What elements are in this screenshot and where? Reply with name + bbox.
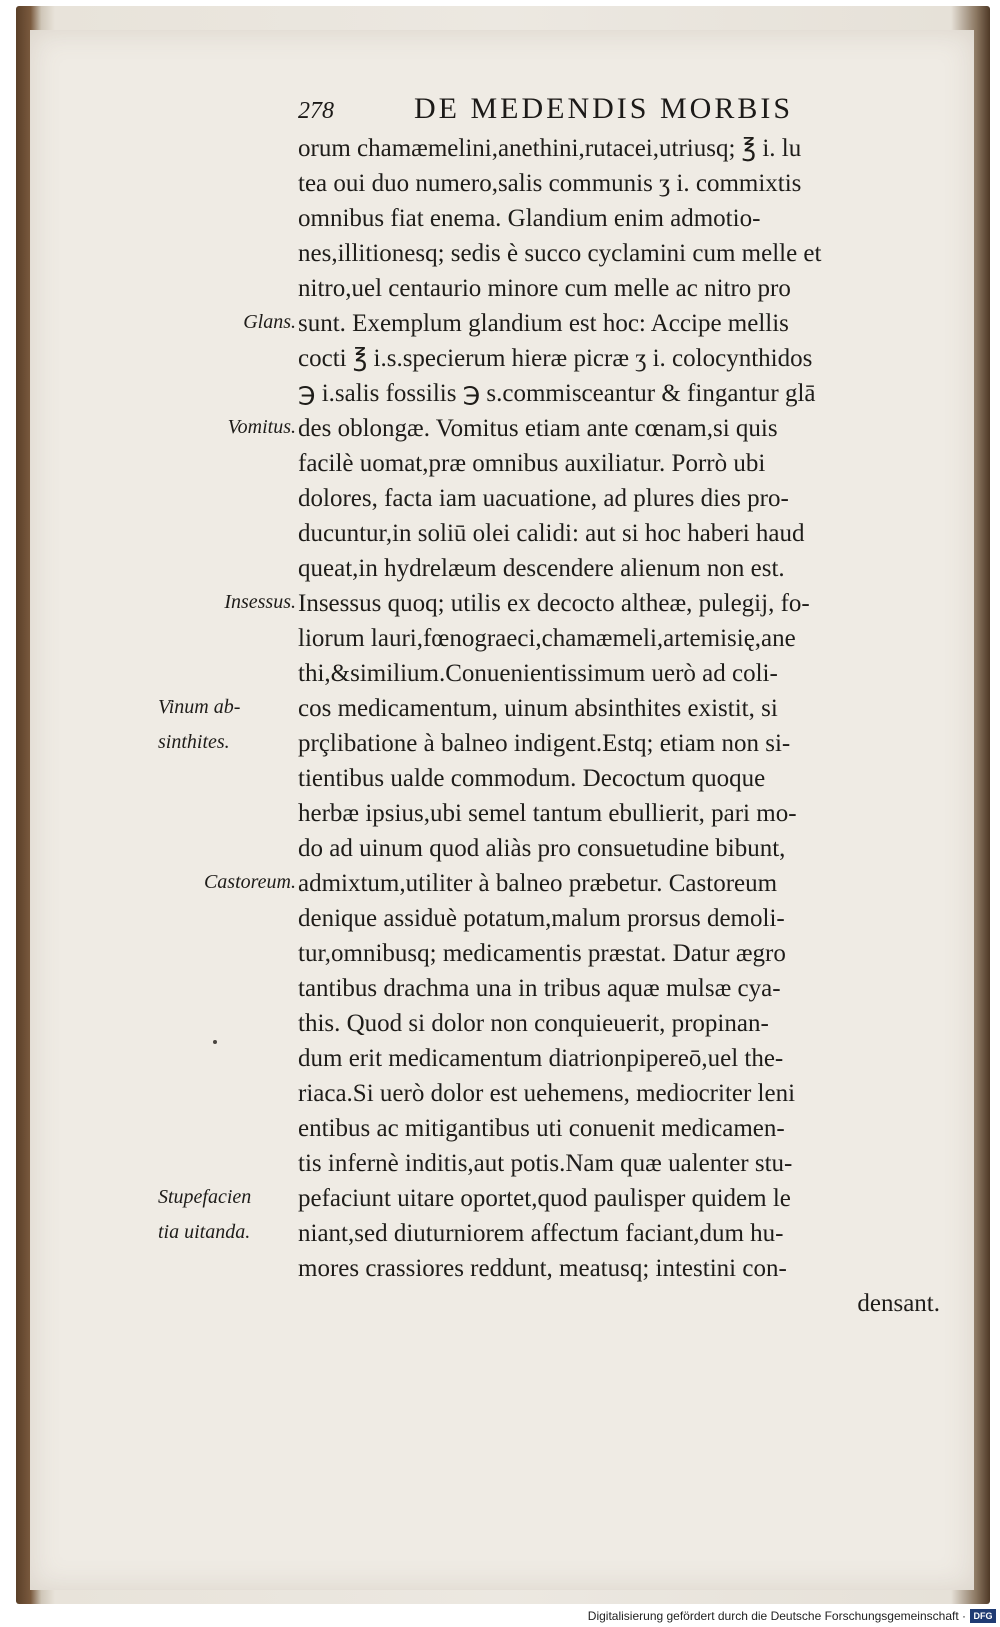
funding-credit: Digitalisierung gefördert durch die Deutsche Forschungsgemeinschaft · — [587, 1609, 966, 1623]
dfg-logo: DFG — [970, 1609, 996, 1623]
text-line: Insessus quoq; utilis ex decocto altheæ, pulegij, fo- — [298, 590, 810, 617]
text-line: niant,sed diuturniorem affectum faciant,dum hu- — [298, 1220, 784, 1247]
text-line: dum erit medicamentum diatrionpipereō,uel the- — [298, 1045, 784, 1072]
marginal-note: Insessus. — [224, 591, 296, 613]
main-text-block — [298, 131, 940, 1321]
text-line: tur,omnibusq; medicamentis præstat. Datur ægro — [298, 940, 786, 967]
text-line: mores crassiores reddunt, meatusq; intestini con- — [298, 1255, 787, 1282]
text-line: herbæ ipsius,ubi semel tantum ebullierit, pari mo- — [298, 800, 797, 827]
ink-speck — [213, 1040, 217, 1044]
page-number: 278 — [298, 98, 334, 124]
digitization-footer — [0, 1607, 1000, 1627]
text-line: sunt. Exemplum glandium est hoc: Accipe mellis — [298, 310, 789, 337]
text-line: pefaciunt uitare oportet,quod paulisper quidem le — [298, 1185, 791, 1212]
marginal-note: Castoreum. — [203, 871, 296, 893]
text-line: ℈ i.salis fossilis ℈ s.commisceantur & fingantur glā — [298, 380, 816, 407]
text-line: des oblongæ. Vomitus etiam ante cœnam,si quis — [298, 415, 778, 442]
marginal-note: sinthites. — [158, 731, 230, 753]
text-line: ducuntur,in soliū olei calidi: aut si hoc haberi haud — [298, 520, 805, 547]
text-line: omnibus fiat enema. Glandium enim admotio- — [298, 205, 761, 232]
text-line: denique assiduè potatum,malum prorsus demoli- — [298, 905, 785, 932]
text-line-final: densant. — [857, 1290, 940, 1317]
text-line: admixtum,utiliter à balneo præbetur. Castoreum — [298, 870, 778, 897]
marginal-note: Glans. — [243, 311, 296, 333]
marginal-note: tia uitanda. — [158, 1221, 251, 1243]
text-line: tis infernè inditis,aut potis.Nam quæ ualenter stu- — [298, 1150, 793, 1177]
text-line: liorum lauri,fœnograeci,chamæmeli,artemisię,ane — [298, 625, 796, 652]
text-line: tea oui duo numero,salis communis ʒ i. commixtis — [298, 170, 802, 197]
text-line: nitro,uel centaurio minore cum melle ac nitro pro — [298, 275, 791, 302]
marginal-note: Vomitus. — [227, 416, 296, 438]
text-line: orum chamæmelini,anethini,rutacei,utriusq; ℥ i. lu — [298, 135, 802, 162]
running-head: DE MEDENDIS MORBIS — [414, 92, 794, 125]
text-line: prçlibatione à balneo indigent.Estq; etiam non si- — [298, 730, 791, 757]
text-line: nes,illitionesq; sedis è succo cyclamini cum melle et — [298, 240, 822, 267]
text-line: this. Quod si dolor non conquieuerit, propinan- — [298, 1010, 769, 1037]
page-header — [0, 92, 1000, 132]
text-line: tantibus drachma una in tribus aquæ mulsæ cya- — [298, 975, 781, 1002]
text-line: riaca.Si uerò dolor est uehemens, mediocriter leni — [298, 1080, 796, 1107]
text-line: queat,in hydrelæum descendere alienum non est. — [298, 555, 785, 582]
text-line: dolores, facta iam uacuatione, ad plures dies pro- — [298, 485, 789, 512]
text-line: do ad uinum quod aliàs pro consuetudine bibunt, — [298, 835, 786, 862]
text-line: cos medicamentum, uinum absinthites existit, si — [298, 695, 778, 722]
text-line: facilè uomat,præ omnibus auxiliatur. Porrò ubi — [298, 450, 766, 477]
marginal-note: Stupefacien — [158, 1186, 252, 1208]
marginal-note: Vinum ab- — [158, 696, 241, 718]
text-line: entibus ac mitigantibus uti conuenit medicamen- — [298, 1115, 785, 1142]
text-line: tientibus ualde commodum. Decoctum quoque — [298, 765, 766, 792]
text-line: cocti ℥ i.s.specierum hieræ picræ ʒ i. colocynthidos — [298, 345, 813, 372]
text-line: thi,&similium.Conuenientissimum uerò ad coli- — [298, 660, 778, 687]
